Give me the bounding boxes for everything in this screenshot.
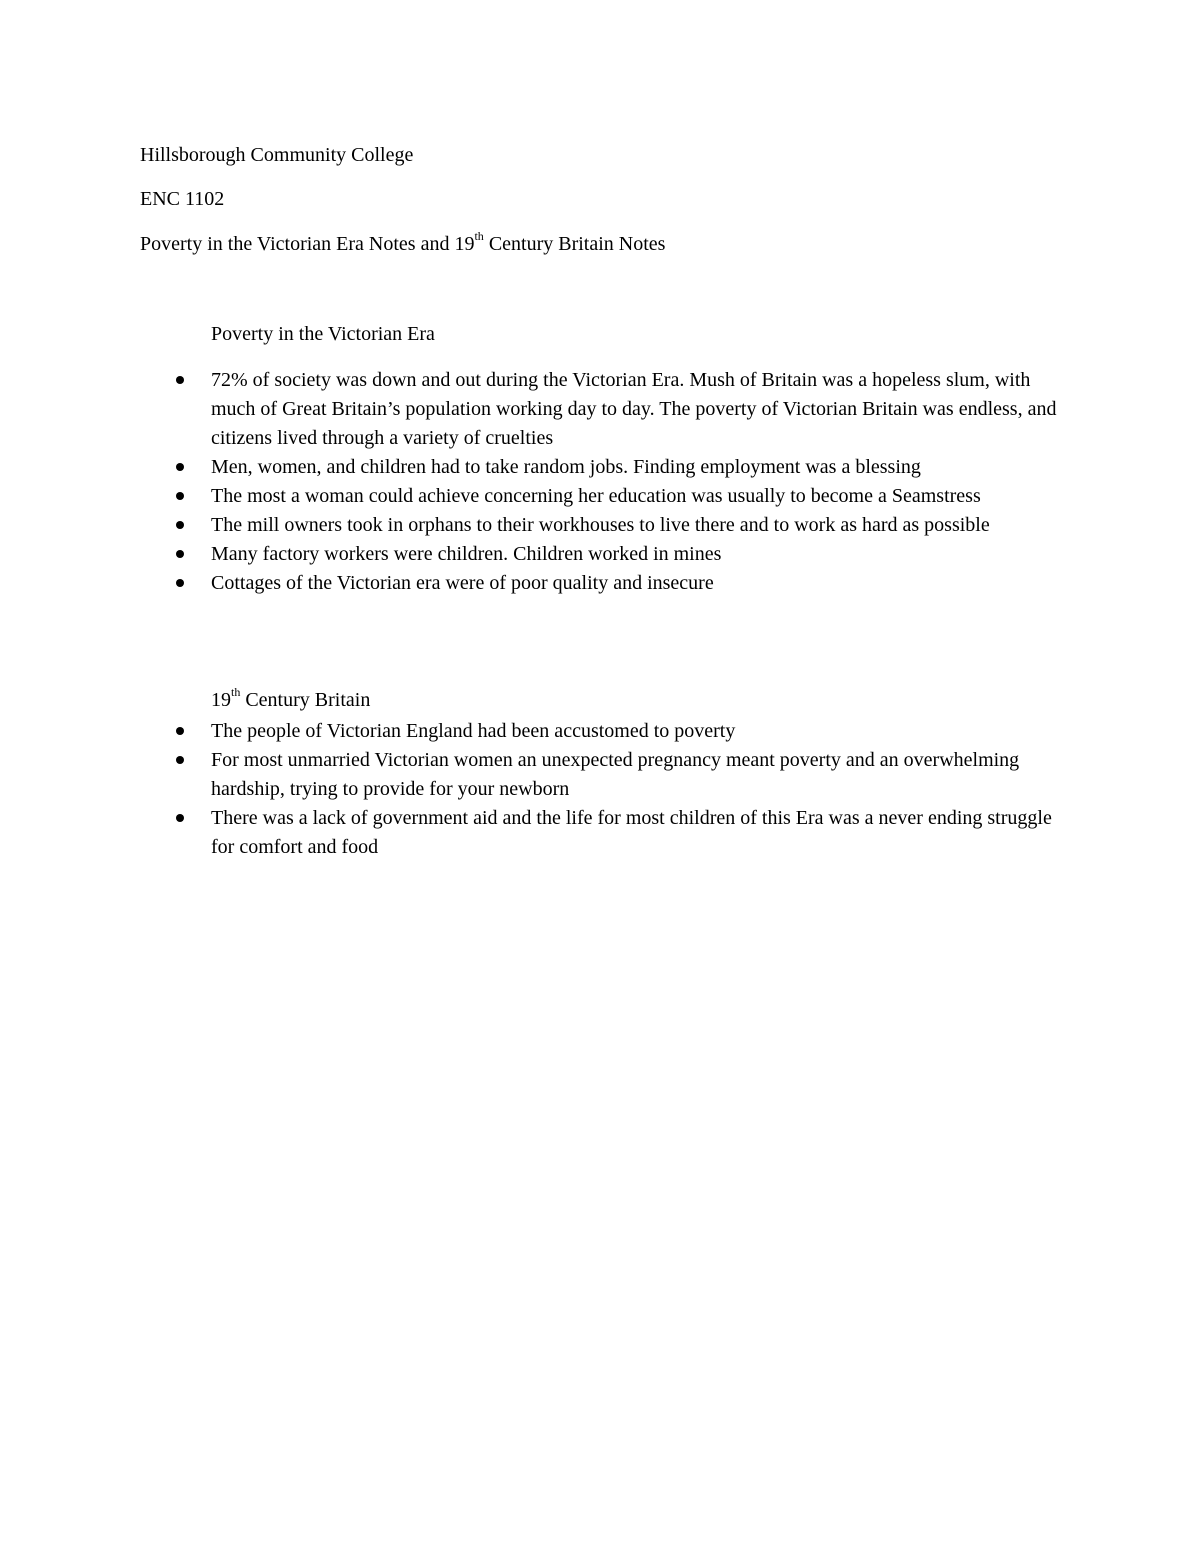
list-item: [0, 717, 1071, 746]
list-item: [0, 511, 1071, 540]
bullet-text: The people of Victorian England had been accustomed to poverty: [211, 720, 736, 742]
bullet-text: Men, women, and children had to take random jobs. Finding employment was a blessing: [211, 456, 921, 478]
list-item: [0, 366, 1071, 453]
bullet-text: There was a lack of government aid and the life for most children of this Era was a never ending struggle for comfort and food: [211, 807, 1052, 858]
list-item: [0, 540, 1071, 569]
bullet-text: The mill owners took in orphans to their workhouses to live there and to work as hard as possible: [211, 514, 990, 536]
bullet-icon: [176, 727, 184, 735]
college-name: Hillsborough Community College: [140, 144, 414, 166]
bullet-icon: [176, 756, 184, 764]
bullet-text: Many factory workers were children. Children worked in mines: [211, 543, 722, 565]
list-item: [0, 482, 1071, 511]
section-heading: [211, 686, 370, 715]
bullet-text: Cottages of the Victorian era were of poor quality and insecure: [211, 572, 714, 594]
bullet-list: [0, 717, 1200, 862]
section-heading-superscript: th: [231, 685, 241, 700]
document-title-end: Century Britain Notes: [483, 233, 666, 255]
bullet-text: The most a woman could achieve concerning her education was usually to become a Seamstress: [211, 485, 981, 507]
section-heading-text: Poverty in the Victorian Era: [211, 323, 435, 345]
bullet-icon: [176, 521, 184, 529]
bullet-text: 72% of society was down and out during the Victorian Era. Mush of Britain was a hopeless slum, with much of Great Britain’s population working day to day. The poverty of Victorian Britain was endless, and citizens lived through a variety of cruelties: [211, 369, 1057, 449]
bullet-icon: [176, 550, 184, 558]
document-title-main: Poverty in the Victorian Era Notes and 19: [140, 233, 475, 255]
bullet-icon: [176, 492, 184, 500]
bullet-icon: [176, 376, 184, 384]
document-title-superscript: th: [474, 229, 484, 244]
course-code: ENC 1102: [140, 188, 225, 210]
bullet-text: For most unmarried Victorian women an unexpected pregnancy meant poverty and an overwhelming hardship, trying to provide for your newborn: [211, 749, 1020, 800]
list-item: [0, 569, 1071, 598]
list-item: [0, 453, 1071, 482]
list-item: [0, 746, 1071, 804]
bullet-icon: [176, 463, 184, 471]
section-heading-number: 19: [211, 689, 231, 711]
section-heading: [211, 320, 435, 349]
list-item: [0, 804, 1071, 862]
section-heading-text: Century Britain: [240, 689, 371, 711]
bullet-icon: [176, 579, 184, 587]
bullet-list: [0, 366, 1200, 598]
document-title: [140, 230, 665, 259]
bullet-icon: [176, 814, 184, 822]
